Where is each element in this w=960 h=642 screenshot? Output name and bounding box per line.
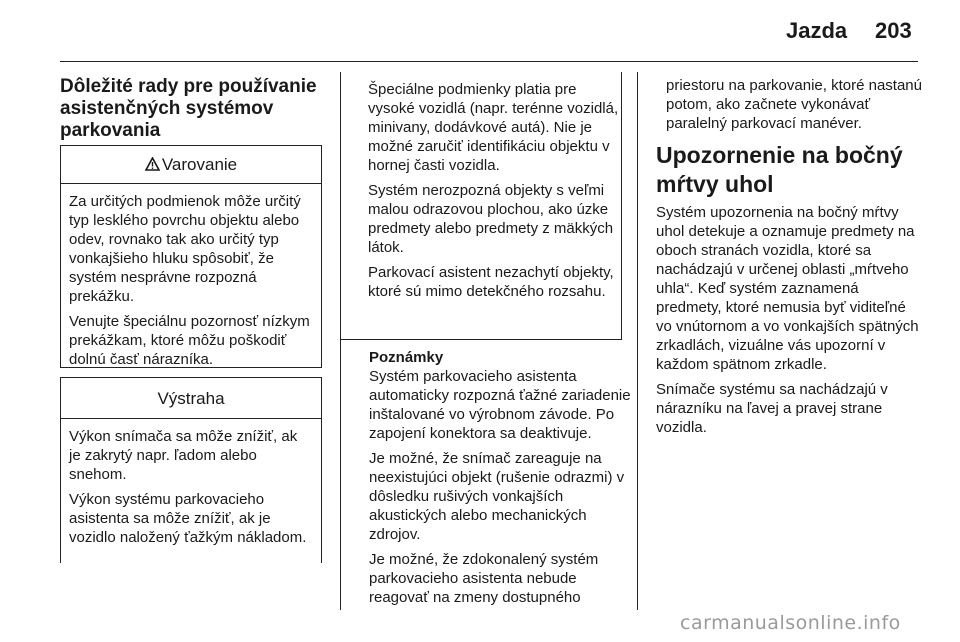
- column-left: [60, 76, 324, 150]
- header-rule: [60, 61, 918, 62]
- page-header: [0, 0, 960, 62]
- warning-box: [60, 145, 322, 368]
- box-paragraph: Systém nerozpozná objekty s veľmi malou odrazovou plochou, ako úzke predmety alebo predmety z mäkkých látok.: [368, 182, 614, 256]
- warning-triangle-icon: [145, 146, 160, 184]
- box-paragraph: Špeciálne podmienky platia pre vysoké vozidlá (napr. terénne vozidlá, minivany, dodávkové autá). Nie je možné zaručiť identifikáciu objektu v hornej časti vozidla.: [368, 81, 619, 174]
- body-paragraph: Systém upozornenia na bočný mŕtvy uhol detekuje a oznamuje predmety na oboch stranách vozidla, ktoré sa nachádzajú v určenej oblasti „mŕtveho uhla“. Keď systém zaznamená predmety, ktoré nemusia byť viditeľné vo vnútornom a vo vonkajších spätných zrkadlách, vizuálne vás upozorní v každom spätnom zrkadle.: [656, 204, 919, 373]
- continuation-paragraph: priestoru na parkovanie, ktoré nastanú potom, ako začnete vykonávať paralelný parkovací manéver.: [666, 77, 922, 132]
- notes-paragraph: Je možné, že snímač zareaguje na neexistujúci objekt (rušenie odrazmi) v dôsledku rušivých vonkajších akustických alebo mechanických zdrojov.: [369, 450, 625, 543]
- caution-box-body: [61, 419, 321, 547]
- warning-paragraph: Venujte špeciálnu pozornosť nízkym prekážkam, ktoré môžu poškodiť dolnú časť nárazníka.: [69, 313, 310, 368]
- warning-box-title: Varovanie: [161, 155, 238, 174]
- watermark: carmanualsonline.info: [680, 612, 901, 634]
- notes-title: Poznámky: [369, 349, 444, 366]
- section-title: Jazda: [786, 18, 848, 43]
- column-right: [656, 76, 924, 443]
- caution-box: [60, 377, 322, 563]
- notes-section: [369, 348, 631, 613]
- notes-paragraph: Systém parkovacieho asistenta automaticky rozpozná ťažné zariadenie inštalované vo výrobnom závode. Po zapojení konektora sa deaktivuje.: [369, 368, 631, 442]
- warning-box-header: [61, 146, 321, 184]
- column-divider: [637, 72, 638, 610]
- caution-box-header: Výstraha: [61, 378, 321, 419]
- body-paragraph: Snímače systému sa nachádzajú v nárazníku na ľavej a pravej strane vozidla.: [656, 381, 888, 436]
- caution-paragraph: Výkon systému parkovacieho asistenta sa môže znížiť, ak je vozidlo naložený ťažkým nákladom.: [69, 491, 307, 546]
- warning-paragraph: Za určitých podmienok môže určitý typ lesklého povrchu objektu alebo odev, rovnako tak ako určitý typ vonkajšieho hluku spôsobiť, že systém nesprávne rozpozná prekážku.: [69, 193, 301, 305]
- section-heading: Dôležité rady pre používanie asistenčných systémov parkovania: [60, 76, 317, 141]
- box-paragraph: Parkovací asistent nezachytí objekty, ktoré sú mimo detekčného rozsahu.: [368, 264, 614, 300]
- caution-paragraph: Výkon snímača sa môže znížiť, ak je zakrytý napr. ľadom alebo snehom.: [69, 428, 298, 483]
- page-number: 203: [875, 18, 912, 43]
- notes-paragraph: Je možné, že zdokonalený systém parkovacieho asistenta nebude reagovať na zmeny dostupného: [369, 551, 599, 606]
- continued-warning-box: [340, 72, 622, 340]
- subsection-heading: Upozornenie na bočný mŕtvy uhol: [656, 142, 903, 197]
- warning-box-body: [61, 184, 321, 369]
